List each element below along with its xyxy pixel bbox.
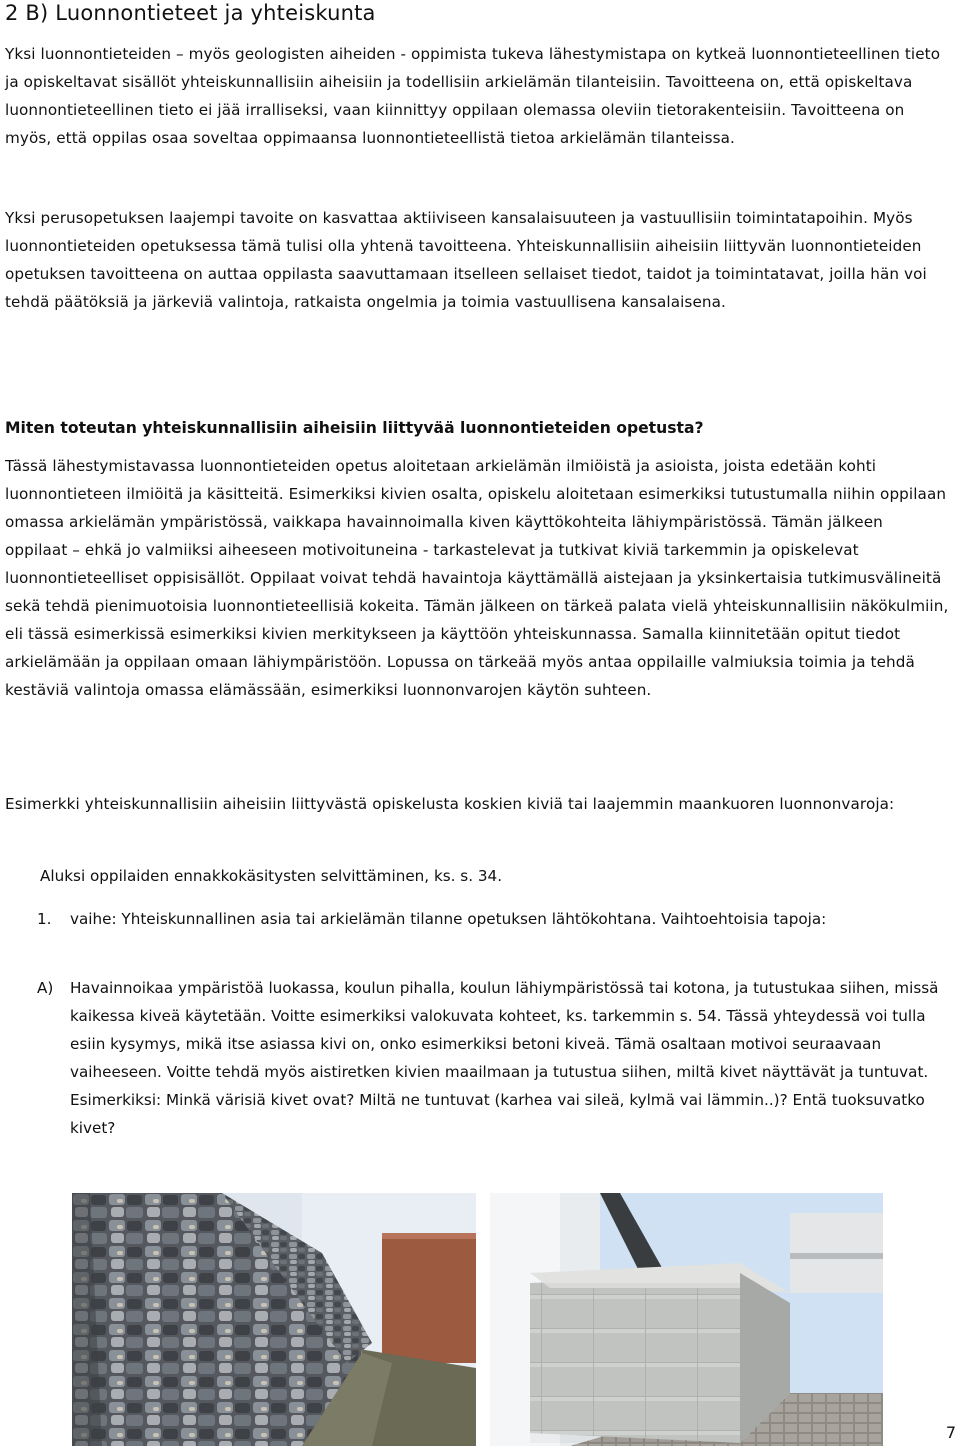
paragraph-approach: Tässä lähestymistavassa luonnontieteiden opetus aloitetaan arkielämän ilmiöistä ja asioista, joista edetään kohti luonnontieteen ilmiöitä ja käsitteitä. Esimerkiksi kivien osalta, opiskelu aloitetaan esimerkiksi tutustumalla niihin oppilaan omassa arkielämän ympäristössä, vaikkapa havainnoimalla kiven käyttökohteita lähiympäristössä. Tämän jälkeen oppilaat – ehkä jo valmiiksi aiheeseen motivoituneina - tarkastelevat ja tutkivat kiviä tarkemmin ja opiskelevat luonnontieteelliset oppisisällöt. Oppilaat voivat tehdä havaintoja käyttämällä aistejaan ja yksinkertaisia tutkimusvälineitä sekä tehdä pienimuotoisia luonnontieteellisiä kokeita. Tämän jälkeen on tärkeä palata vielä yhteiskunnallisiin näkökulmiin, eli tässä esimerkissä esimerkiksi kivien merkitykseen ja käyttöön yhteiskunnassa. Samalla kiinnitetään opitut tiedot arkielämään ja oppilaan omaan lähiympäristöön. Lopussa on tärkeää myös antaa oppilaille valmiuksia toimia ja tehdä kestäviä valintoja omassa elämässään, esimerkiksi luonnonvarojen käytön suhteen. bbox=[5, 457, 949, 699]
list-item-step-1 bbox=[37, 905, 952, 933]
subheading-question: Miten toteutan yhteiskunnallisiin aiheisiin liittyvää luonnontieteiden opetusta? bbox=[5, 419, 704, 437]
list-marker: A) bbox=[37, 979, 54, 997]
section-heading: 2 B) Luonnontieteet ja yhteiskunta bbox=[5, 1, 376, 25]
paragraph-example-intro: Esimerkki yhteiskunnallisiin aiheisiin liittyvästä opiskelusta koskien kiviä tai laajemmin maankuoren luonnonvaroja: bbox=[5, 795, 895, 813]
photo-stone-wall bbox=[72, 1193, 476, 1446]
list-item-option-a bbox=[37, 974, 952, 1142]
preconception-line: Aluksi oppilaiden ennakkokäsitysten selvittäminen, ks. s. 34. bbox=[40, 867, 503, 885]
list-text: vaihe: Yhteiskunnallinen asia tai arkielämän tilanne opetuksen lähtökohtana. Vaihtoehtoisia tapoja: bbox=[70, 910, 827, 928]
list-marker: 1. bbox=[37, 910, 52, 928]
page-number: 7 bbox=[945, 1423, 956, 1442]
list-text: Havainnoikaa ympäristöä luokassa, koulun pihalla, koulun lähiympäristössä tai kotona, ja tutustukaa siihen, missä kaikessa kiveä käytetään. Voitte esimerkiksi valokuvata kohteet, ks. tarkemmin s. 54. Tässä yhteydessä voi tulla esiin kysymys, mikä itse asiassa kivi on, onko esimerkiksi betoni kiveä. Tämä osaltaan motivoi seuraavaan vaiheeseen. Voitte tehdä myös aistiretken kivien maailmaan ja tutustua siihen, miltä kivet näyttävät ja tuntuvat. Esimerkiksi: Minkä värisiä kivet ovat? Miltä ne tuntuvat (karhea vai sileä, kylmä vai lämmin..)? Entä tuoksuvatko kivet? bbox=[70, 979, 939, 1137]
paragraph-citizenship: Yksi perusopetuksen laajempi tavoite on kasvattaa aktiiviseen kansalaisuuteen ja vastuullisiin toimintatapoihin. Myös luonnontieteiden opetuksessa tämä tulisi olla yhtenä tavoitteena. Yhteiskunnallisiin aiheisiin liittyvän luonnontieteiden opetuksen tavoitteena on auttaa oppilasta saavuttamaan itselleen sellaiset tiedot, taidot ja toimintatavat, joilla hän voi tehdä päätöksiä ja järkeviä valintoja, ratkaista ongelmia ja toimia vastuullisena kansalaisena. bbox=[5, 209, 927, 311]
paragraph-intro: Yksi luonnontieteiden – myös geologisten aiheiden - oppimista tukeva lähestymistapa on kytkeä luonnontieteellinen tieto ja opiskeltavat sisällöt yhteiskunnallisiin aiheisiin ja todellisiin arkielämän tilanteisiin. Tavoitteena on, että opiskeltava luonnontieteellinen tieto ei jää irralliseksi, vaan kiinnittyy oppilaan olemassa oleviin tietorakenteisiin. Tavoitteena on myös, että oppilas osaa soveltaa oppimaansa luonnontieteellistä tietoa arkielämän tilanteissa. bbox=[5, 45, 941, 147]
photo-stone-blocks bbox=[490, 1193, 883, 1446]
